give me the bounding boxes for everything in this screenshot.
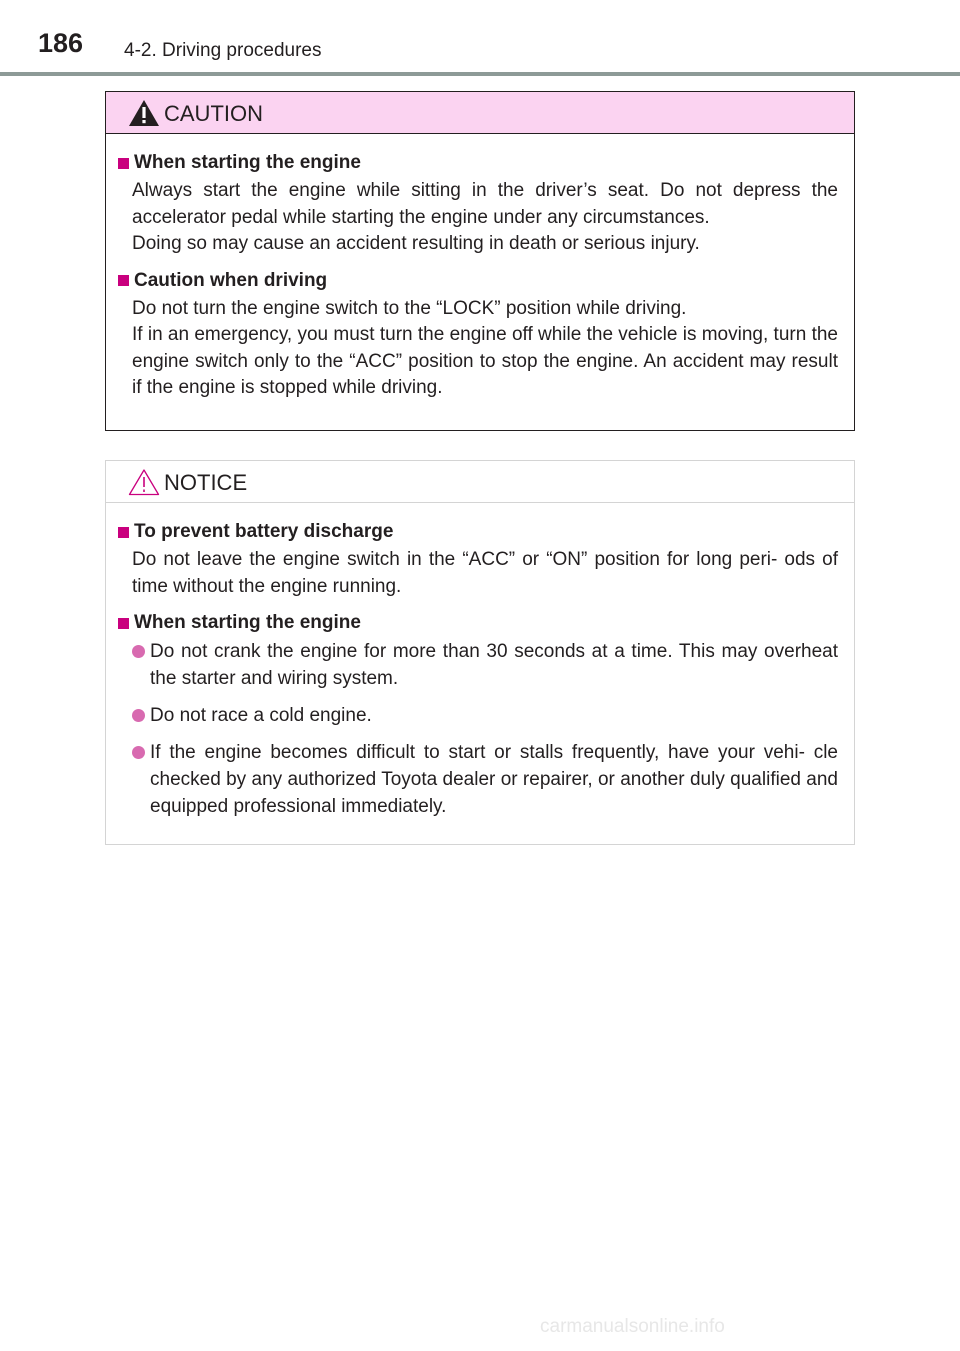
list-item: If the engine becomes difficult to start or stalls frequently, have your vehi- cle checked by any authorized Toyota dealer or repairer, or another duly qualified and equipped professional immediately. xyxy=(132,739,838,820)
notice-item xyxy=(118,610,838,820)
square-bullet-icon xyxy=(118,618,129,629)
notice-paragraph: Do not leave the engine switch in the “ACC” or “ON” position for long peri- ods of time without the engine running. xyxy=(132,549,838,597)
page-header xyxy=(0,0,960,76)
list-item: Do not race a cold engine. xyxy=(132,702,838,729)
notice-header xyxy=(106,461,854,503)
notice-item-title: When starting the engine xyxy=(118,610,838,636)
caution-item xyxy=(118,150,838,258)
list-item: Do not crank the engine for more than 30 seconds at a time. This may overheat the starter and wiring system. xyxy=(132,638,838,692)
notice-label: NOTICE xyxy=(164,470,248,495)
caution-paragraph: Do not turn the engine switch to the “LOCK” position while driving. xyxy=(132,297,687,319)
caution-label: CAUTION xyxy=(164,101,263,126)
page-number: 186 xyxy=(38,28,84,58)
round-bullet-icon xyxy=(132,645,145,658)
square-bullet-icon xyxy=(118,158,129,169)
caution-item-title: Caution when driving xyxy=(118,268,838,294)
watermark: carmanualsonline.info xyxy=(540,1316,725,1337)
warning-triangle-outline-icon xyxy=(128,468,160,496)
caution-item-title: When starting the engine xyxy=(118,150,838,176)
square-bullet-icon xyxy=(118,275,129,286)
caution-paragraph: Doing so may cause an accident resulting in death or serious injury. xyxy=(132,233,700,254)
round-bullet-icon xyxy=(132,746,145,759)
caution-paragraph: Always start the engine while sitting in the driver’s seat. Do not depress the accelerator pedal while starting the engine under any circumstances. xyxy=(132,180,838,228)
caution-box xyxy=(105,91,855,431)
notice-item-title: To prevent battery discharge xyxy=(118,519,838,545)
caution-header xyxy=(106,92,854,134)
section-title: 4-2. Driving procedures xyxy=(124,40,322,61)
round-bullet-icon xyxy=(132,709,145,722)
caution-body xyxy=(106,134,854,402)
notice-body xyxy=(106,503,854,820)
header-divider xyxy=(0,72,960,76)
warning-triangle-filled-icon xyxy=(128,99,160,127)
caution-item xyxy=(118,268,838,402)
notice-box xyxy=(105,460,855,845)
square-bullet-icon xyxy=(118,527,129,538)
notice-item xyxy=(118,519,838,600)
caution-paragraph: If in an emergency, you must turn the engine off while the vehicle is moving, turn the engine switch only to the “ACC” position to stop the engine. An accident may result if the engine is stopped while driving. xyxy=(132,324,838,398)
